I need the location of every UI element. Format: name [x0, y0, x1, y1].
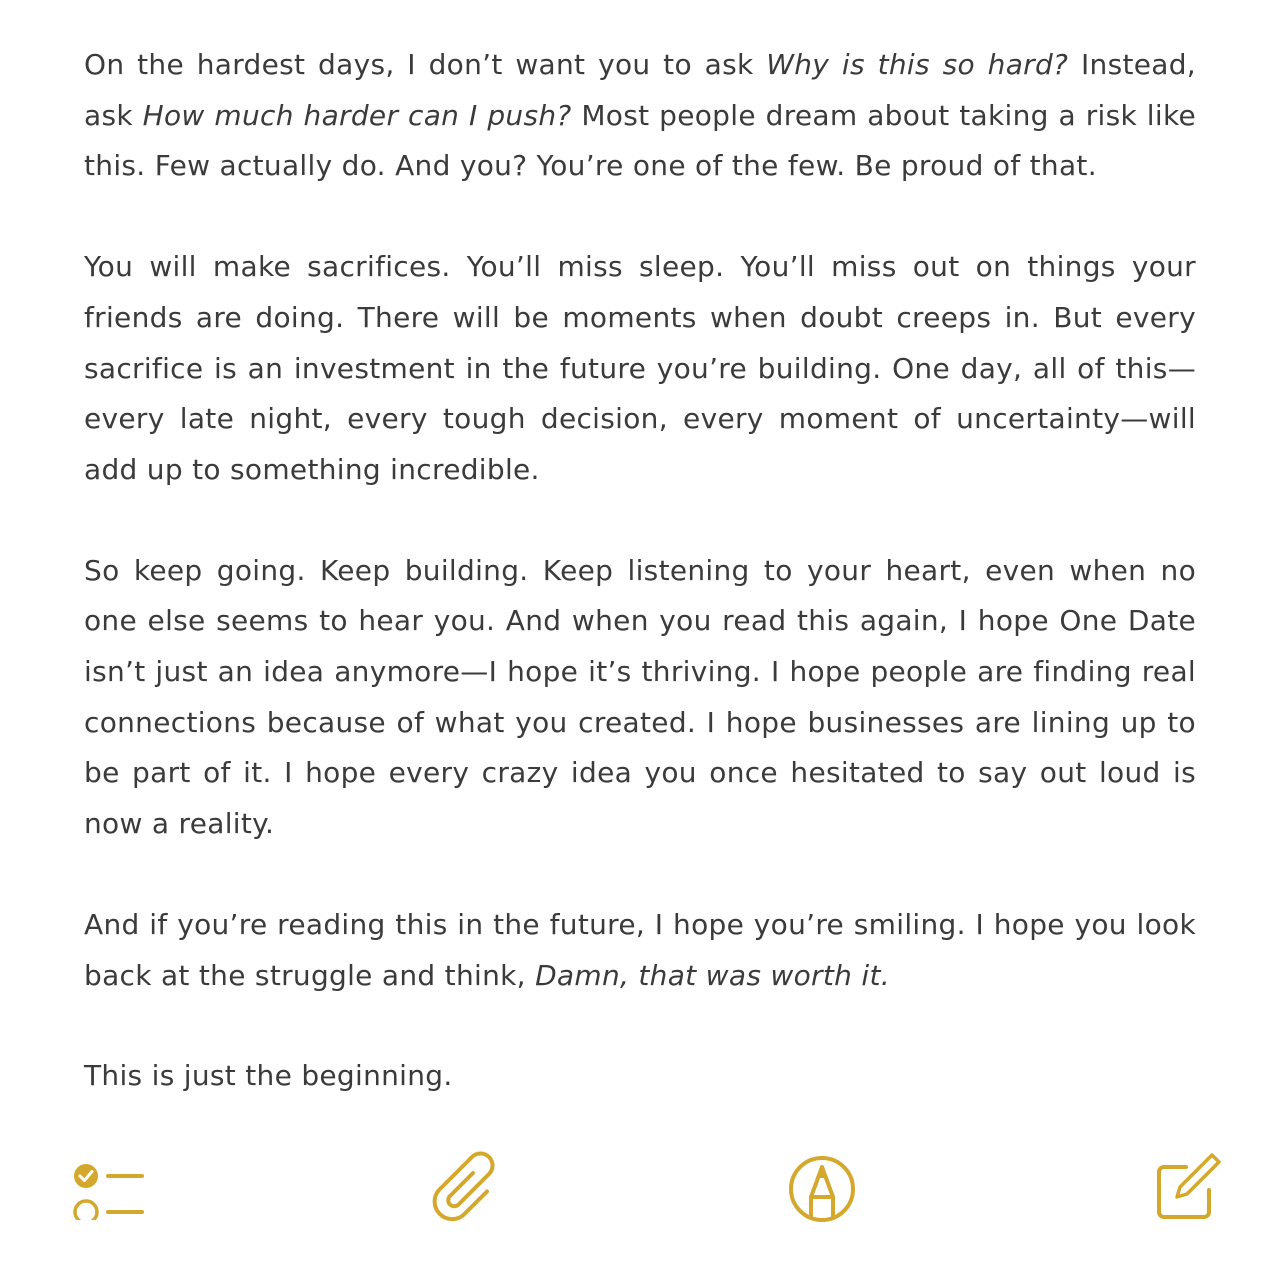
compose-icon	[1142, 1145, 1222, 1225]
italic-text: Why is this so hard?	[766, 48, 1069, 81]
paperclip-icon	[425, 1145, 505, 1225]
note-paragraph	[84, 1051, 1196, 1102]
markup-pen-icon	[782, 1145, 862, 1225]
text-segment: And if you’re reading this in the future, I hope you’re smiling. I hope you look back at the struggle and think,	[84, 907, 1196, 992]
text-segment: You will make sacrifices. You’ll miss sleep. You’ll miss out on things your friends are doing. There will be moments when doubt creeps in. But every sacrifice is an investment in the future you’re building. One day, all of this—every late night, every tough decision, every moment of uncertainty—will add up to something incredible.	[84, 250, 1196, 486]
note-paragraph	[84, 900, 1196, 1001]
checklist-icon	[65, 1150, 145, 1220]
compose-button[interactable]	[1137, 1140, 1227, 1230]
text-segment: Most people dream about taking a risk like this. Few actually do. And you? You’re one of the few. Be proud of that.	[84, 98, 1196, 183]
note-paragraph	[84, 546, 1196, 850]
markup-button[interactable]	[777, 1140, 867, 1230]
text-segment: This is just the beginning.	[84, 1059, 453, 1093]
text-segment: Instead, ask	[84, 48, 1196, 132]
bottom-toolbar	[0, 1140, 1280, 1230]
note-body[interactable]	[84, 40, 1196, 1152]
text-segment: On the hardest days, I don’t want you to ask	[84, 48, 767, 81]
note-paragraph	[84, 242, 1196, 496]
text-segment: So keep going. Keep building. Keep listening to your heart, even when no one else seems to hear you. And when you read this again, I hope One Date isn’t just an idea anymore—I hope it’s thriving. I hope people are finding real connections because of what you created. I hope businesses are lining up to be part of it. I hope every crazy idea you once hesitated to say out loud is now a reality.	[84, 553, 1196, 841]
note-paragraph	[84, 40, 1196, 192]
italic-text: How much harder can I push?	[142, 98, 572, 132]
checklist-button[interactable]	[60, 1140, 150, 1230]
italic-text: Damn, that was worth it.	[535, 958, 890, 992]
attachment-button[interactable]	[420, 1140, 510, 1230]
